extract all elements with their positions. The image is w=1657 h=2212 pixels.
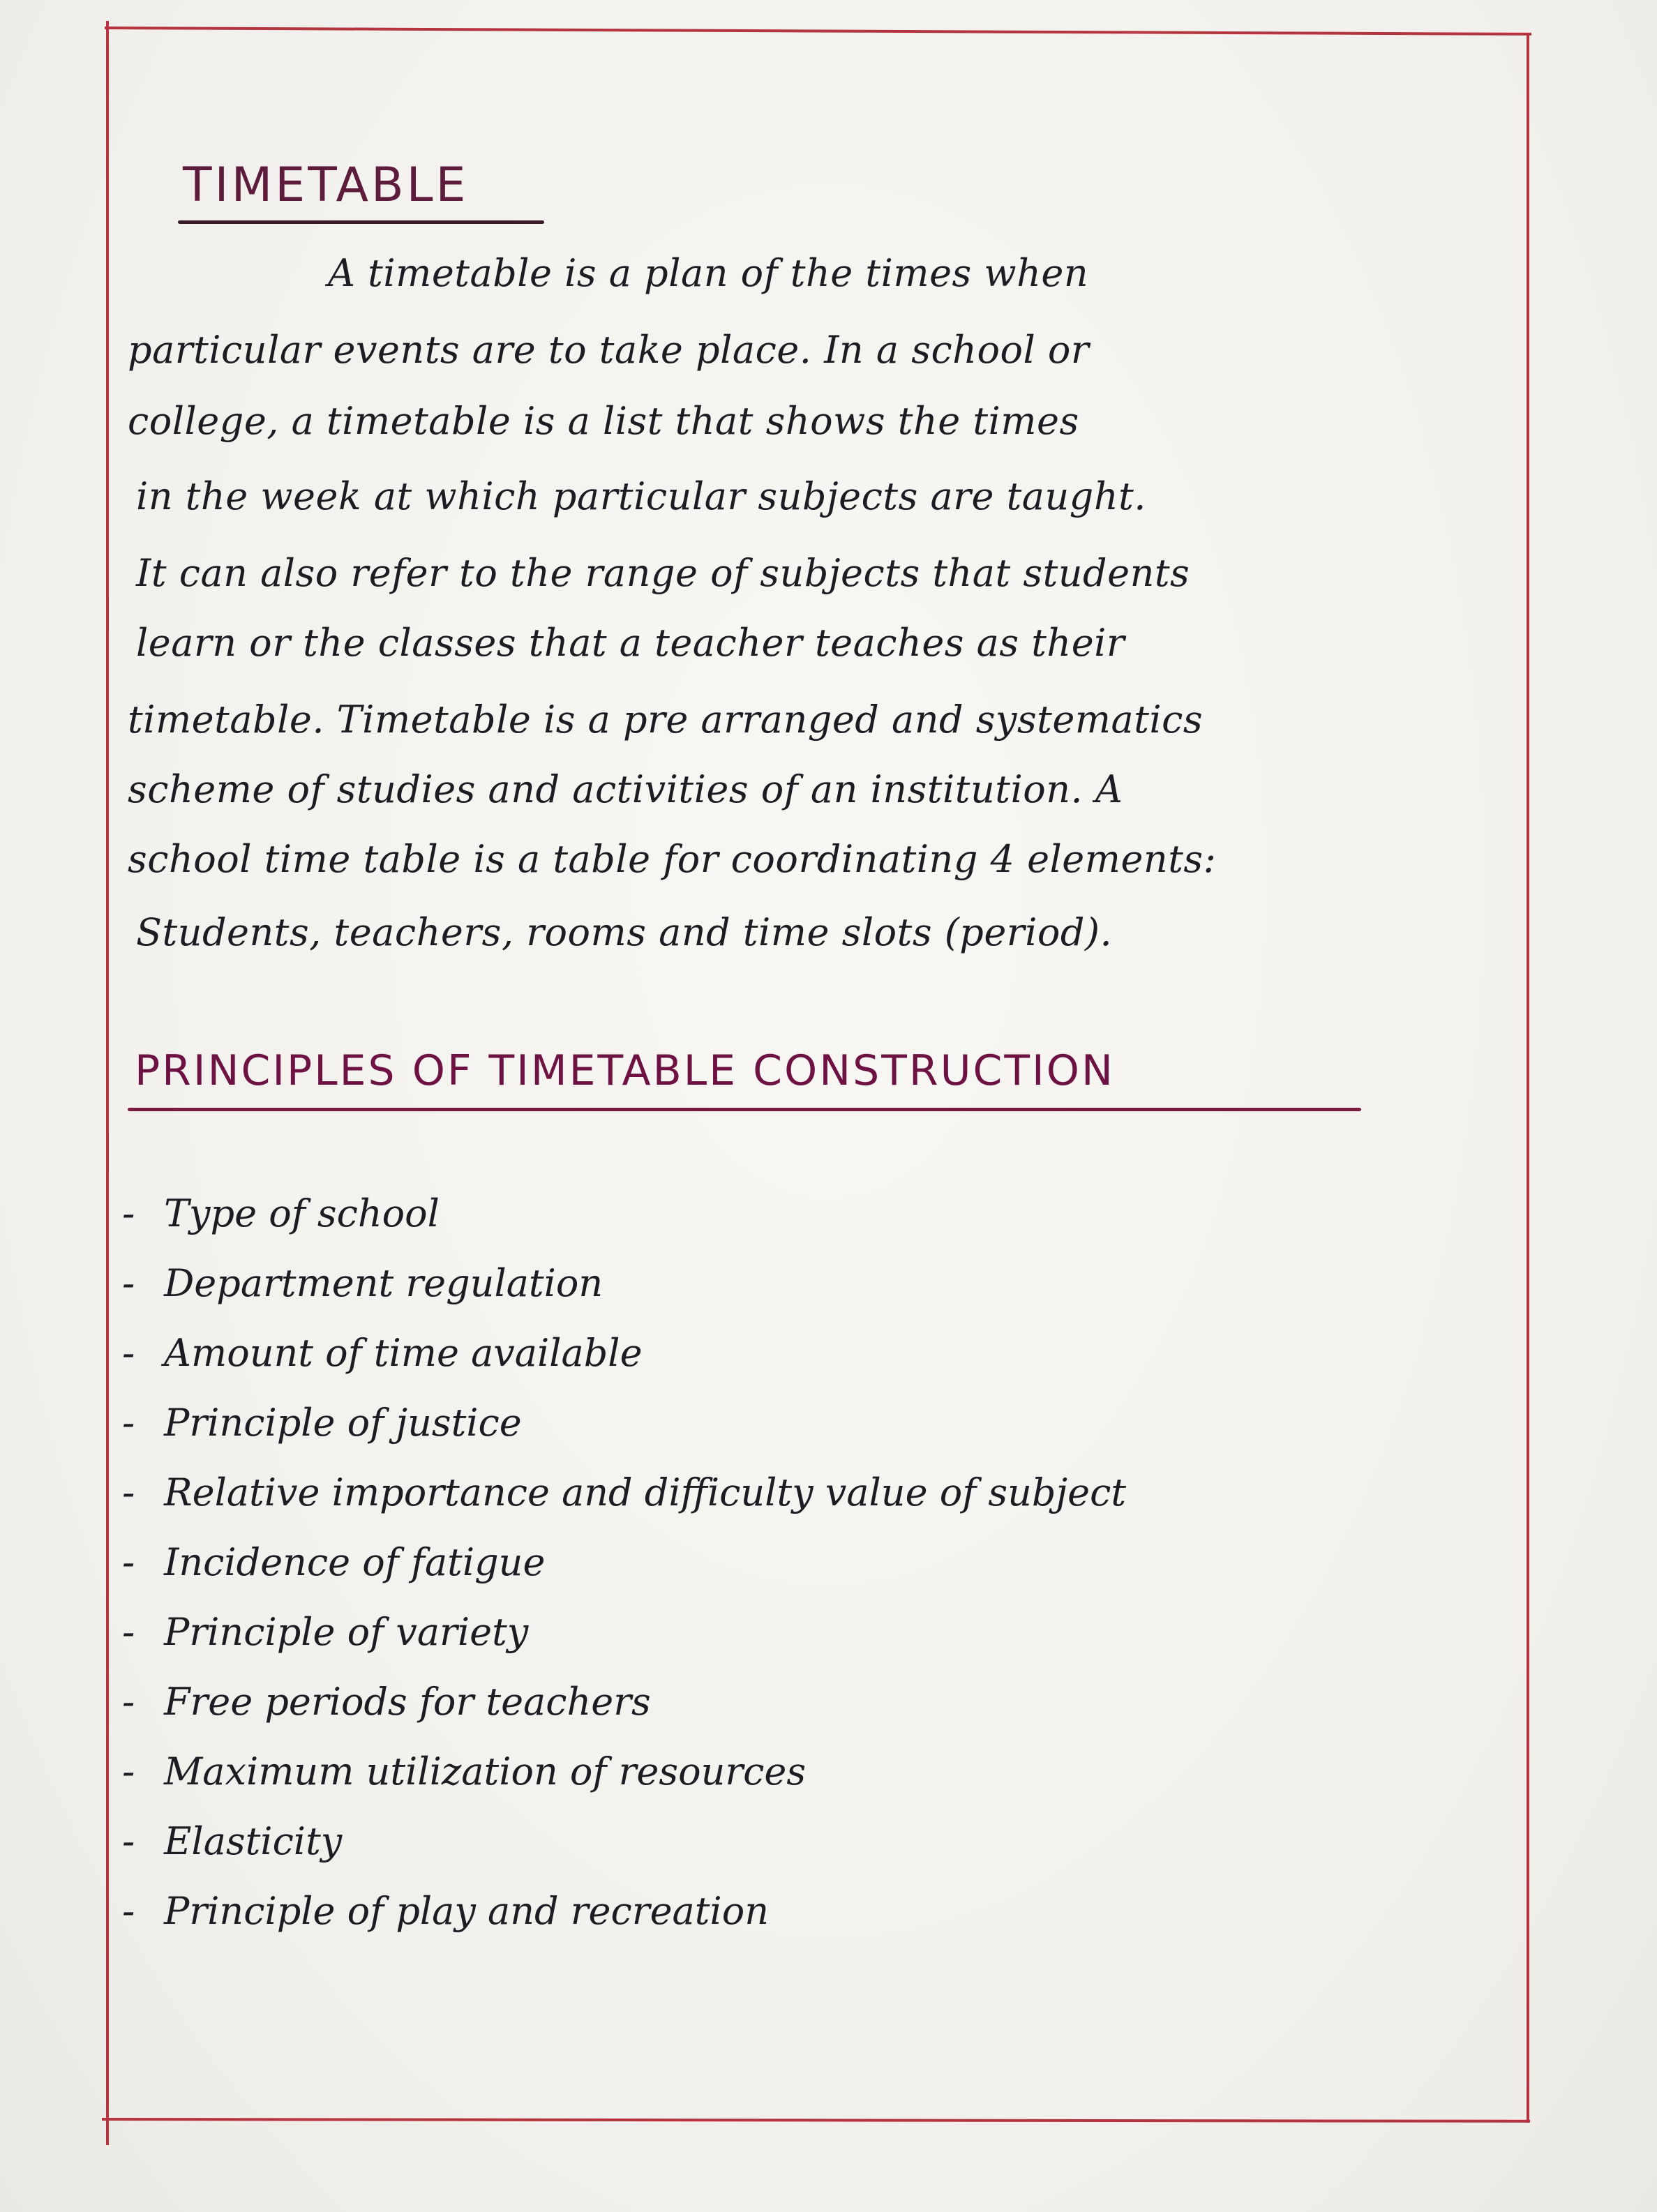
list-item — [122, 1876, 1126, 1946]
list-dash: - — [122, 1540, 135, 1584]
list-dash: - — [122, 1331, 135, 1375]
page-border-top — [105, 27, 1531, 36]
heading-underline — [128, 1108, 1361, 1111]
list-item — [122, 1388, 1126, 1458]
list-item — [122, 1249, 1126, 1318]
list-item-text: Maximum utilization of resources — [164, 1750, 807, 1793]
list-dash: - — [122, 1191, 135, 1235]
list-item-text: Free periods for teachers — [164, 1680, 651, 1724]
list-dash: - — [122, 1610, 135, 1654]
list-item-text: Elasticity — [164, 1819, 343, 1863]
paragraph-line: school time table is a table for coordinating 4 elements: — [128, 837, 1217, 881]
list-dash: - — [122, 1889, 135, 1933]
page-border-right — [1527, 33, 1529, 2123]
list-dash: - — [122, 1819, 135, 1863]
principles-list — [122, 1179, 1126, 1946]
list-item — [122, 1458, 1126, 1528]
paragraph-line: particular events are to take place. In a school or — [128, 328, 1090, 372]
paragraph-line: college, a timetable is a list that shows the times — [128, 399, 1079, 443]
list-dash: - — [122, 1401, 135, 1445]
list-item — [122, 1528, 1126, 1597]
page-margin-left — [106, 21, 109, 2145]
list-item-text: Relative importance and difficulty value of subject — [164, 1470, 1127, 1514]
list-dash: - — [122, 1261, 135, 1305]
list-item-text: Principle of play and recreation — [164, 1889, 769, 1933]
list-item-text: Principle of variety — [164, 1610, 529, 1654]
list-item — [122, 1737, 1126, 1807]
list-item-text: Type of school — [164, 1191, 440, 1235]
section-heading: PRINCIPLES OF TIMETABLE CONSTRUCTION — [135, 1046, 1115, 1095]
paragraph-line: scheme of studies and activities of an institution. A — [128, 767, 1123, 811]
paragraph-line: It can also refer to the range of subjects that students — [136, 551, 1190, 595]
list-item — [122, 1807, 1126, 1876]
list-item-text: Department regulation — [164, 1261, 603, 1305]
title-underline — [178, 220, 544, 224]
page-title: TIMETABLE — [183, 158, 469, 213]
paragraph-line: timetable. Timetable is a pre arranged and systematics — [128, 698, 1204, 742]
list-item — [122, 1318, 1126, 1388]
paragraph-line: A timetable is a plan of the times when — [328, 251, 1089, 295]
list-item-text: Incidence of fatigue — [164, 1540, 546, 1584]
page-border-bottom — [102, 2118, 1530, 2123]
paragraph-line: in the week at which particular subjects are taught. — [136, 474, 1146, 518]
list-item — [122, 1179, 1126, 1249]
list-item-text: Principle of justice — [164, 1401, 522, 1445]
list-dash: - — [122, 1750, 135, 1793]
list-item — [122, 1597, 1126, 1667]
paragraph-line: learn or the classes that a teacher teaches as their — [136, 621, 1125, 665]
list-dash: - — [122, 1680, 135, 1724]
paragraph-line: Students, teachers, rooms and time slots (period). — [136, 910, 1113, 954]
list-item — [122, 1667, 1126, 1737]
list-item-text: Amount of time available — [164, 1331, 643, 1375]
list-dash: - — [122, 1470, 135, 1514]
